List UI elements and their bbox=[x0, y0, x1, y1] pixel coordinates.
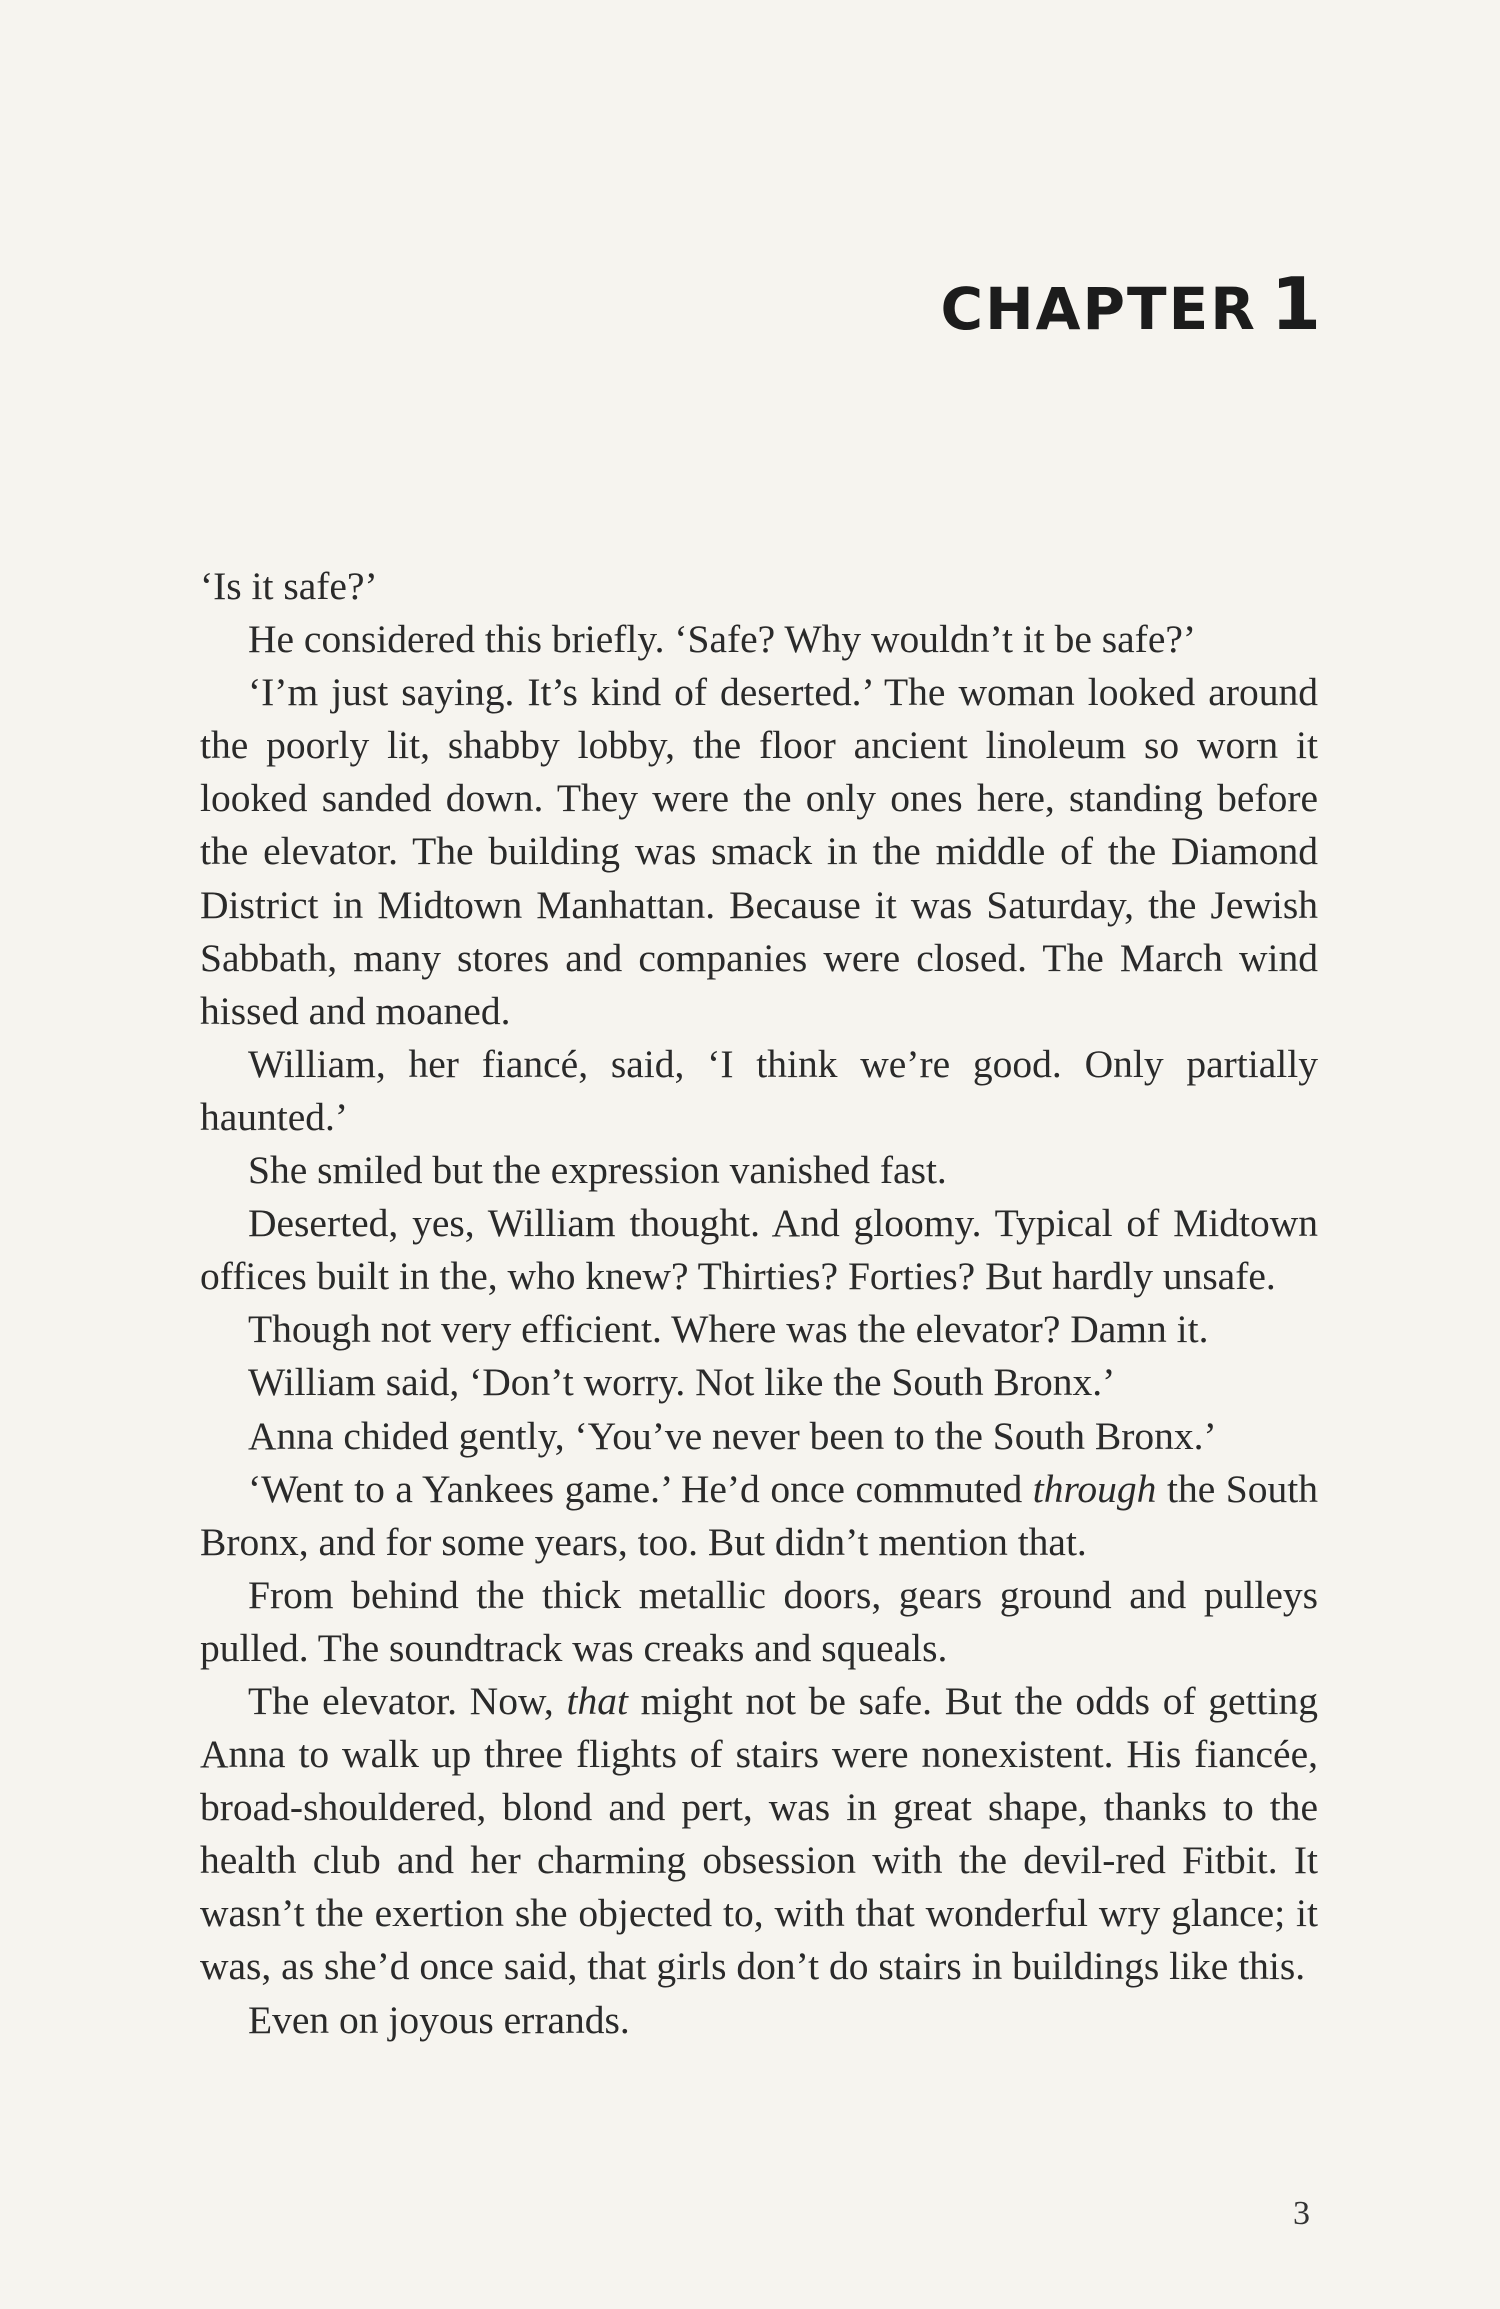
paragraph-text: ‘Is it safe?’ bbox=[200, 564, 378, 608]
paragraph bbox=[200, 1038, 1318, 1144]
paragraph-text: William, her fiancé, said, ‘I think we’re good. Only partially haunted.’ bbox=[200, 1041, 1318, 1139]
paragraph bbox=[200, 1410, 1318, 1463]
paragraph-text: Deserted, yes, William thought. And gloomy. Typical of Midtown offices built in the, who knew? Thirties? Forties? But hardly unsafe. bbox=[200, 1201, 1318, 1299]
chapter-number: 1 bbox=[1270, 262, 1323, 346]
paragraph-text: He considered this briefly. ‘Safe? Why wouldn’t it be safe?’ bbox=[248, 617, 1197, 662]
emphasis-text: through bbox=[1032, 1466, 1157, 1511]
paragraph bbox=[200, 613, 1318, 666]
paragraph bbox=[200, 560, 1318, 613]
paragraph-text: From behind the thick metallic doors, gears ground and pulleys pulled. The soundtrack was creaks and squeals. bbox=[200, 1572, 1318, 1670]
paragraph-text: ‘Went to a Yankees game.’ He’d once commuted bbox=[248, 1466, 1033, 1511]
paragraph-text: the South Bronx, and for some years, too. But didn’t mention that. bbox=[200, 1466, 1318, 1564]
paragraph bbox=[200, 1197, 1318, 1303]
page-number: 3 bbox=[1293, 2195, 1310, 2232]
paragraph bbox=[200, 1569, 1318, 1675]
paragraph bbox=[200, 1356, 1318, 1409]
paragraph-text: She smiled but the expression vanished fast. bbox=[248, 1148, 947, 1193]
paragraph-text: might not be safe. But the odds of getting Anna to walk up three flights of stairs were nonexistent. His fiancée, broad-shouldered, blond and pert, was in great shape, thanks to the health club and her charming obsession with the devil-red Fitbit. It wasn’t the exertion she objected to, with that wonderful wry glance; it was, as she’d once said, that girls don’t do stairs in buildings like this. bbox=[200, 1678, 1319, 1989]
paragraph bbox=[200, 1675, 1318, 1994]
paragraph bbox=[200, 1144, 1318, 1197]
paragraph-text: ‘I’m just saying. It’s kind of deserted.’ The woman looked around the poorly lit, shabby lobby, the floor ancient linoleum so worn it looked sanded down. They were the only ones here, standing before the elevator. The building was smack in the middle of the Diamond District in Midtown Manhattan. Because it was Saturday, the Jewish Sabbath, many stores and companies were closed. The March wind hissed and moaned. bbox=[200, 670, 1318, 1033]
paragraph bbox=[200, 1463, 1318, 1569]
chapter-label: CHAPTER bbox=[940, 275, 1257, 343]
paragraph bbox=[200, 1303, 1318, 1356]
paragraph-text: The elevator. Now, bbox=[248, 1678, 567, 1723]
paragraph bbox=[200, 666, 1318, 1038]
paragraph-text: Anna chided gently, ‘You’ve never been to the South Bronx.’ bbox=[248, 1413, 1217, 1458]
chapter-heading bbox=[940, 262, 1323, 346]
paragraph bbox=[200, 1994, 1318, 2047]
paragraph-text: William said, ‘Don’t worry. Not like the South Bronx.’ bbox=[248, 1360, 1116, 1405]
paragraph-text: Though not very efficient. Where was the elevator? Damn it. bbox=[248, 1307, 1209, 1352]
chapter-body bbox=[200, 560, 1318, 2047]
emphasis-text: that bbox=[566, 1678, 628, 1723]
paragraph-text: Even on joyous errands. bbox=[248, 1997, 630, 2042]
